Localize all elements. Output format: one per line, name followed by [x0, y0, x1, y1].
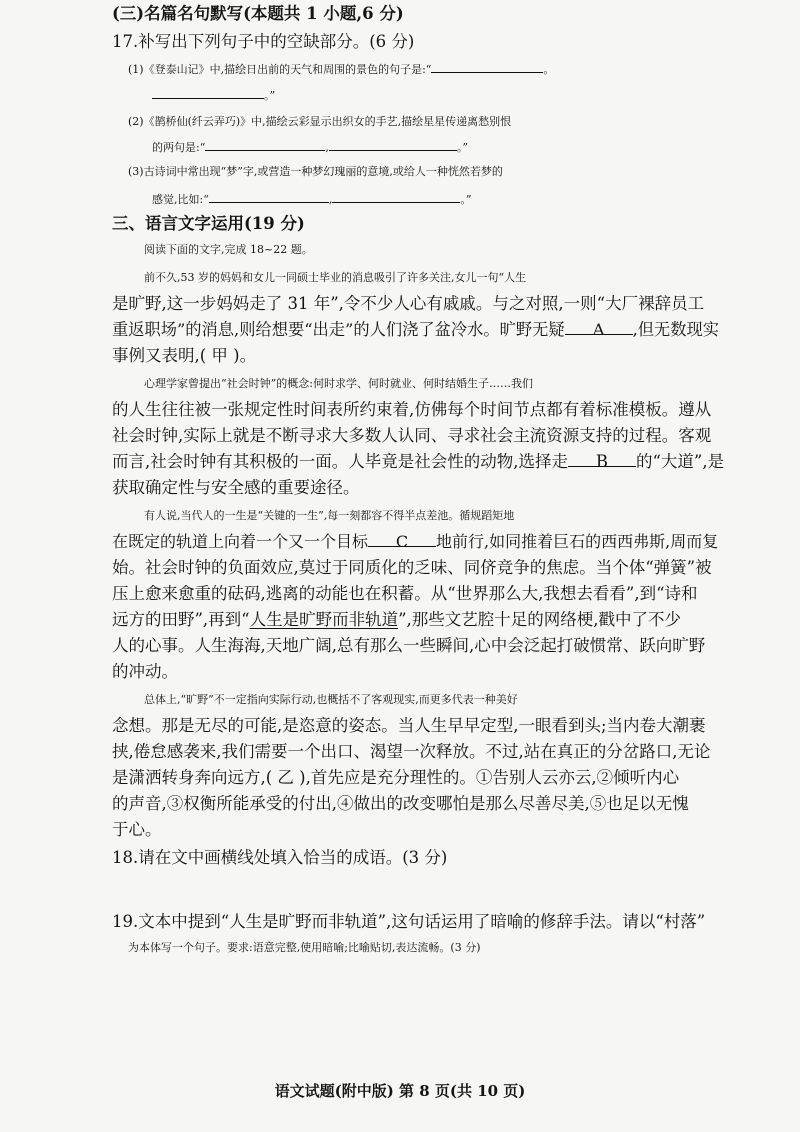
para2-line4-end: 的“大道”,是: [636, 452, 725, 471]
question-17-item-3: (3)古诗词中常出现“梦”字,或营造一种梦幻瑰丽的意境,或给人一种恍然若梦的: [128, 165, 503, 178]
para2-line3: 社会时钟,实际上就是不断寻求大多数人认同、寻求社会主流资源支持的过程。客观: [112, 426, 712, 445]
para4-line6: 于心。: [112, 820, 162, 839]
para3-line3: 始。社会时钟的负面效应,莫过于同质化的乏味、同侪竞争的焦虑。当个体“弹簧”被: [112, 558, 712, 577]
para3-line5-text: 远方的田野”,再到“: [112, 610, 250, 629]
para1-line1: 前不久,53 岁的妈妈和女儿一同硕士毕业的消息吸引了许多关注,女儿一句“人生: [144, 271, 527, 284]
question-17-item-3-cont: [152, 186, 764, 212]
question-17-stem: 17.补写出下列句子中的空缺部分。(6 分): [112, 32, 415, 51]
item-2-comma: ,: [325, 141, 329, 154]
question-19-line2: 为本体写一个句子。要求:语意完整,使用暗喻;比喻贴切,表达流畅。(3 分): [128, 941, 481, 954]
para3-line2-end: 地前行,如同推着巨石的西西弗斯,周而复: [436, 532, 719, 551]
page-footer: 语文试题(附中版) 第 8 页(共 10 页): [274, 1082, 526, 1100]
item-2-text: 的两句是:“: [152, 141, 206, 154]
answer-blank[interactable]: [152, 82, 264, 99]
para3-line4: 压上愈来愈重的砝码,逃离的动能也在积蓄。从“世界那么大,我想去看看”,到“诗和: [112, 584, 698, 603]
para1-line3-text: 重返职场”的消息,则给想要“出走”的人们浇了盆冷水。旷野无疑: [112, 320, 565, 339]
para3-line1: 有人说,当代人的一生是“关键的一生”,每一刻都容不得半点差池。循规蹈矩地: [144, 509, 515, 522]
para2-line5: 获取确定性与安全感的重要途径。: [112, 478, 360, 497]
question-17-item-1: [128, 56, 740, 82]
para3-line2-text: 在既定的轨道上向着一个又一个目标: [112, 532, 369, 551]
item-3-comma: ,: [328, 193, 333, 206]
item-3-text: 感觉,比如:“: [152, 193, 209, 206]
item-1-text: (1)《登泰山记》中,描绘日出前的天气和周围的景色的句子是:“: [128, 63, 432, 76]
answer-blank[interactable]: [431, 56, 543, 73]
answer-blank[interactable]: [205, 134, 325, 151]
question-19-line1: 19.文本中提到“人生是旷野而非轨道”,这句话运用了暗喻的修辞手法。请以“村落”: [112, 912, 706, 931]
item-3-end: 。”: [460, 193, 472, 206]
item-2-end: 。”: [456, 141, 468, 154]
question-17-item-2-cont: [152, 134, 764, 160]
para4-line4: 是潇洒转身奔向远方,( 乙 ),首先应是充分理性的。①告别人云亦云,②倾听内心: [112, 768, 680, 787]
section-heading-recitation: (三)名篇名句默写(本题共 1 小题,6 分): [112, 4, 404, 23]
item-1-end: 。”: [264, 89, 276, 102]
question-17-item-1-cont: [152, 82, 764, 108]
fill-blank-c: C: [368, 530, 436, 547]
para4-line5: 的声音,③权衡所能承受的付出,④做出的改变哪怕是那么尽善尽美,⑤也足以无愧: [112, 794, 689, 813]
para3-line2: [112, 530, 724, 554]
answer-blank[interactable]: [329, 134, 457, 151]
para1-line3-end: ,但无数现实: [632, 320, 720, 339]
para1-line4: 事例又表明,( 甲 )。: [112, 346, 257, 365]
para2-line2: 的人生往往被一张规定性时间表所约束着,仿佛每个时间节点都有着标准模板。遵从: [112, 400, 712, 419]
para4-line3: 挟,倦怠感袭来,我们需要一个出口、渴望一次释放。不过,站在真正的分岔路口,无论: [112, 742, 711, 761]
section-heading-language: 三、语言文字运用(19 分): [112, 214, 305, 233]
answer-blank[interactable]: [332, 186, 460, 203]
fill-blank-a: A: [565, 318, 633, 335]
fill-blank-b: B: [568, 450, 636, 467]
para4-line2: 念想。那是无尽的可能,是恣意的姿态。当人生早早定型,一眼看到头;当内卷大潮裹: [112, 716, 706, 735]
question-18: 18.请在文中画横线处填入恰当的成语。(3 分): [112, 848, 448, 867]
para2-line4-text: 而言,社会时钟有其积极的一面。人毕竟是社会性的动物,选择走: [112, 452, 568, 471]
para2-line1: 心理学家曾提出“社会时钟”的概念:何时求学、何时就业、何时结婚生子……我们: [144, 377, 533, 390]
para3-line5-end: ”,那些文艺腔十足的网络梗,戳中了不少: [398, 610, 682, 629]
answer-blank[interactable]: [209, 186, 329, 203]
para3-line6: 人的心事。人生海海,天地广阔,总有那么一些瞬间,心中会泛起打破惯常、跃向旷野: [112, 636, 706, 655]
para4-line1: 总体上,“旷野”不一定指向实际行动,也概括不了客观现实,而更多代表一种美好: [144, 693, 518, 706]
para1-line2: 是旷野,这一步妈妈走了 31 年”,令不少人心有戚戚。与之对照,一则“大厂裸辞员工: [112, 294, 705, 313]
underlined-phrase: 人生是旷野而非轨道: [249, 610, 399, 629]
question-17-item-2: (2)《鹊桥仙(纤云弄巧)》中,描绘云彩显示出织女的手艺,描绘星星传递离愁别恨: [128, 115, 512, 128]
para1-line3: [112, 318, 724, 342]
para3-line5: [112, 608, 724, 632]
para2-line4: [112, 450, 724, 474]
para3-line7: 的冲动。: [112, 662, 178, 681]
reading-instructions: 阅读下面的文字,完成 18~22 题。: [144, 243, 313, 256]
item-1-punct: 。: [543, 63, 555, 76]
